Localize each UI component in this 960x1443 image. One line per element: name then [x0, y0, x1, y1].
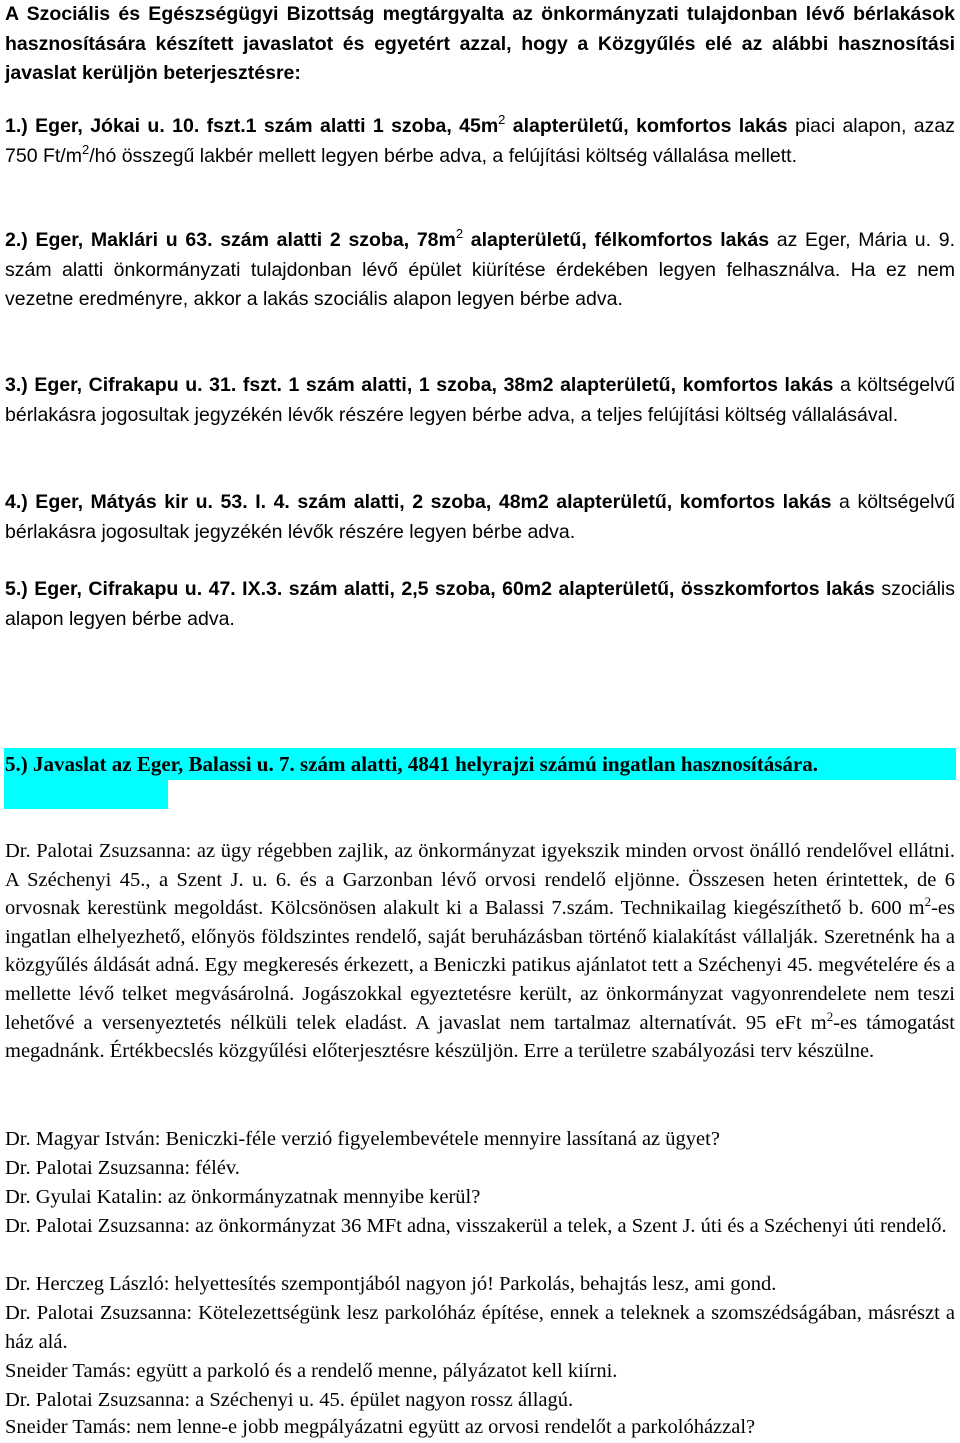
minutes-line-9-text: Sneider Tamás: nem lenne-e jobb megpályázatni együtt az orvosi rendelőt a parkolóházzal?	[5, 1416, 756, 1438]
minutes-line-2	[5, 1154, 955, 1183]
minutes-line-8-text: Dr. Palotai Zsuzsanna: a Széchenyi u. 45. épület nagyon rossz állagú.	[5, 1389, 574, 1411]
item-4-text-a: a költségelvű bérlakásra jogosultak jegyzékén lévők részére legyen bérbe adva.	[5, 491, 955, 543]
item-3-bold-a: 3.) Eger, Cifrakapu u. 31. fszt. 1 szám alatti, 1 szoba, 38m2 alapterületű, komfortos lakás	[5, 374, 834, 396]
intro-paragraph	[5, 0, 955, 89]
item-5-bold-a: 5.) Eger, Cifrakapu u. 47. IX.3. szám alatti, 2,5 szoba, 60m2 alapterületű, összkomfortos lakás	[5, 578, 875, 600]
item-2-bold-b: alapterületű, félkomfortos lakás	[463, 229, 770, 251]
item-4	[5, 488, 955, 547]
minutes-para1-sup2: 2	[826, 1008, 834, 1024]
minutes-para1-sup: 2	[924, 894, 932, 910]
heading-highlight-line-2	[4, 778, 168, 809]
item-3-text-a: a költségelvű bérlakásra jogosultak jegyzékén lévők részére legyen bérbe adva, a teljes felújítási költség vállalásával.	[5, 374, 955, 426]
minutes-line-7	[5, 1357, 955, 1386]
minutes-para1-b: -es ingatlan elhelyezhető, előnyös földszintes rendelő, saját beruházásban történő kialakítást vállalják. Szeretnénk ha a közgyűlés áldását adná. Egy megkeresés érkezett, a Beniczki patikus ajánlatot tett a Széchenyi 45. megvételére és a mellette lévő telket megvásárolná. Jogászokkal egyeztetésre került, az önkormányzat vagyonrendelete nem teszi lehetővé a versenyeztetés nélküli telek eladást. A javaslat nem tartalmaz alternatívát. 95 eFt m	[5, 897, 955, 1034]
item-1-text-a: piaci alapon, azaz 750 Ft/m	[5, 115, 955, 167]
minutes-line-3-text: Dr. Gyulai Katalin: az önkormányzatnak mennyibe kerül?	[5, 1186, 481, 1208]
minutes-para1-a: Dr. Palotai Zsuzsanna: az ügy régebben zajlik, az önkormányzat igyekszik minden orvost önálló rendelővel ellátni. A Széchenyi 45., a Szent J. u. 6. és a Garzonban lévő orvosi rendelő eljönne. Összesen heten érintettek, de 6 orvosnak kerestünk megoldást. Kölcsönösen alakult ki a Balassi 7.szám. Technikailag kiegészíthető b. 600 m	[5, 840, 955, 920]
section-heading-text: 5.) Javaslat az Eger, Balassi u. 7. szám alatti, 4841 helyrajzi számú ingatlan hasznosítására.	[5, 752, 818, 776]
section-heading	[5, 750, 955, 779]
minutes-para1-c: -es támogatást megadnánk. Értékbecslés közgyűlési előterjesztésre készüljön. Erre a területre szabályozási terv készülne.	[5, 1011, 955, 1063]
item-2-text-a: az Eger, Mária u. 9. szám alatti önkormányzati tulajdonban lévő épület kiürítése érdekében legyen felhasználva. Ha ez nem vezetne eredményre, akkor a lakás szociális alapon legyen bérbe adva.	[5, 229, 955, 310]
item-2	[5, 226, 955, 315]
minutes-line-1-text: Dr. Magyar István: Beniczki-féle verzió figyelembevétele mennyire lassítaná az ügyet?	[5, 1128, 720, 1150]
item-2-sup-a: 2	[455, 226, 464, 241]
minutes-paragraph-1	[5, 837, 955, 1066]
item-1-bold-a: 1.) Eger, Jókai u. 10. fszt.1 szám alatti 1 szoba, 45m	[5, 115, 499, 137]
minutes-line-1	[5, 1125, 955, 1154]
minutes-line-6	[5, 1299, 955, 1356]
minutes-line-4	[5, 1212, 955, 1241]
minutes-line-8	[5, 1386, 955, 1415]
item-5-text-a: szociális alapon legyen bérbe adva.	[5, 578, 955, 630]
minutes-line-7-text: Sneider Tamás: együtt a parkoló és a rendelő menne, pályázatot kell kiírni.	[5, 1360, 618, 1382]
item-1-sup-a: 2	[498, 112, 506, 127]
minutes-line-5	[5, 1270, 955, 1299]
minutes-line-3	[5, 1183, 955, 1212]
item-1	[5, 112, 955, 171]
item-4-bold-a: 4.) Eger, Mátyás kir u. 53. I. 4. szám alatti, 2 szoba, 48m2 alapterületű, komfortos lakás	[5, 491, 832, 513]
item-2-bold-a: 2.) Eger, Maklári u 63. szám alatti 2 szoba, 78m	[5, 229, 456, 251]
minutes-line-5-text: Dr. Herczeg László: helyettesítés szempontjából nagyon jó! Parkolás, behajtás lesz, ami gond.	[5, 1273, 777, 1295]
minutes-line-9	[5, 1413, 955, 1442]
item-1-sup-b: 2	[81, 141, 90, 157]
minutes-line-2-text: Dr. Palotai Zsuzsanna: félév.	[5, 1157, 240, 1179]
minutes-line-6-text: Dr. Palotai Zsuzsanna: Kötelezettségünk lesz parkolóház építése, ennek a teleknek a szomszédságában, másrészt a ház alá.	[5, 1302, 955, 1353]
minutes-line-4-text: Dr. Palotai Zsuzsanna: az önkormányzat 36 MFt adna, visszakerül a telek, a Szent J. úti és a Széchenyi úti rendelő.	[5, 1215, 947, 1237]
item-5	[5, 575, 955, 634]
item-1-text-b: /hó összegű lakbér mellett legyen bérbe adva, a felújítási költség vállalása mellett.	[89, 144, 797, 167]
intro-text: A Szociális és Egészségügyi Bizottság megtárgyalta az önkormányzati tulajdonban lévő bérlakások hasznosítására készített javaslatot és egyetért azzal, hogy a Közgyűlés elé az alábbi hasznosítási javaslat kerüljön beterjesztésre:	[5, 3, 955, 84]
item-3	[5, 371, 955, 430]
item-1-bold-b: alapterületű, komfortos lakás	[505, 115, 788, 137]
